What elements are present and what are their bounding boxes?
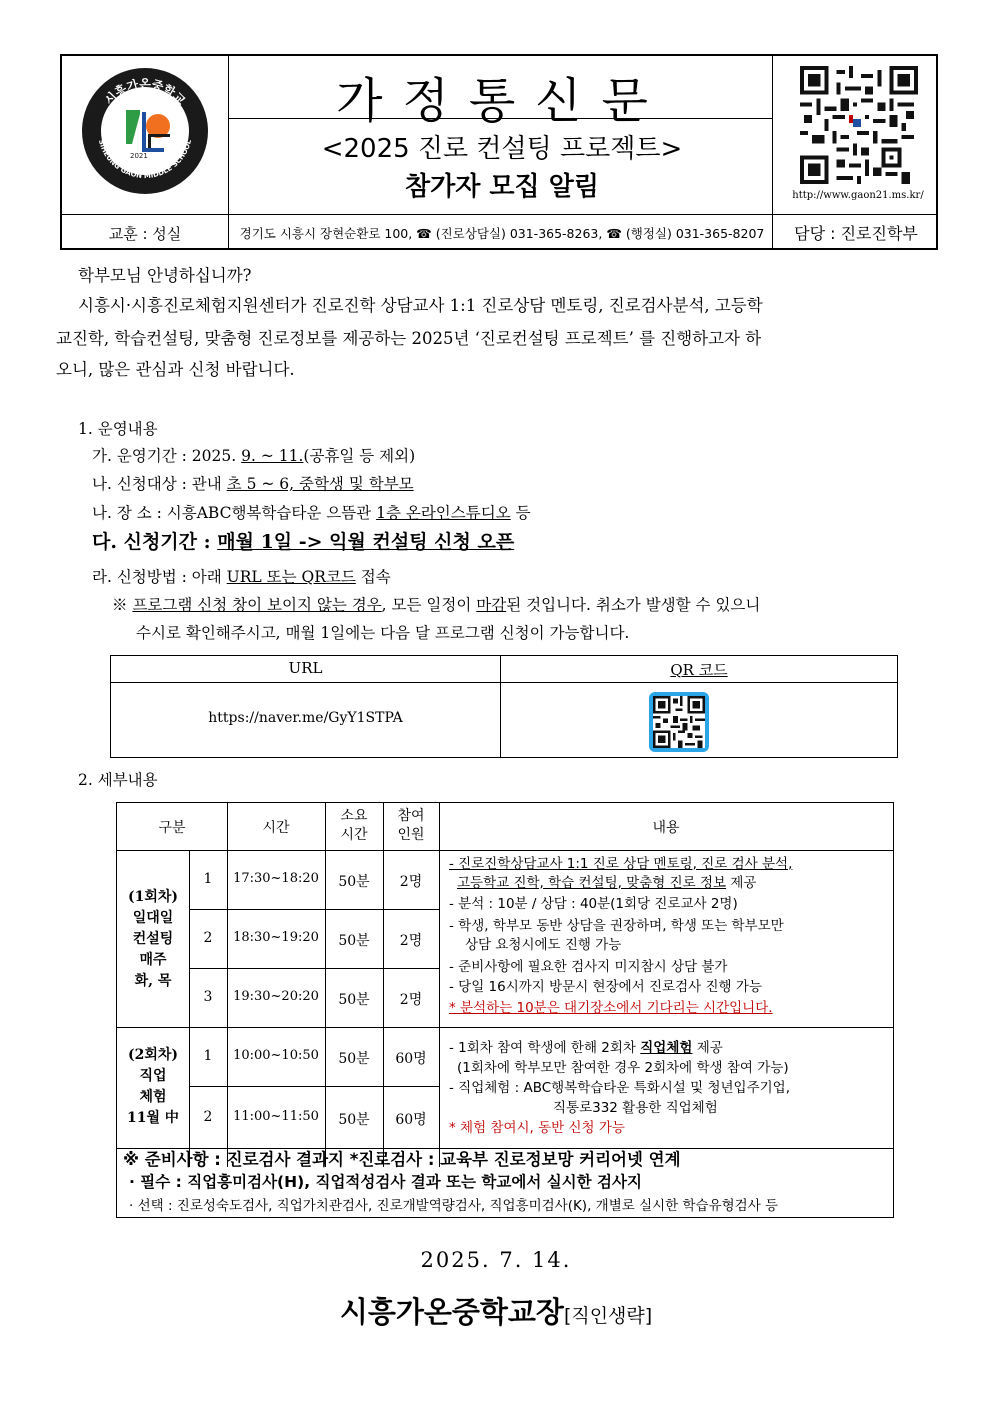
- group1-content-3: - 분석 : 10분 / 상담 : 40분(1회당 진로교사 2명): [449, 896, 738, 912]
- table-row-no: 1: [203, 1048, 213, 1064]
- page-title: 가정통신문: [336, 73, 668, 129]
- principal-signature: 시흥가온중학교장[직인생략]: [339, 1295, 653, 1329]
- prep-optional-tests: · 선택 : 진로성숙도검사, 직업가치관검사, 진로개발역량검사, 직업흥미검사(K), 개별로 실시한 학습유형검사 등: [129, 1198, 779, 1214]
- prep-required-tests: · 필수 : 직업흥미검사(H), 직업적성검사 결과 또는 학교에서 실시한 검사지: [129, 1173, 642, 1191]
- group1-content-4: - 학생, 학부모 동반 상담을 권장하며, 학생 또는 학부모만: [449, 918, 784, 934]
- group1-content-7: - 당일 16시까지 방문시 현장에서 진로검사 진행 가능: [449, 979, 762, 995]
- table-row-time: 17:30~18:20: [233, 871, 319, 886]
- svg-text:시흥가온중학교: 시흥가온중학교: [101, 77, 189, 108]
- issue-date: 2025. 7. 14.: [420, 1248, 572, 1272]
- table-row-time: 11:00~11:50: [233, 1109, 319, 1124]
- group2-content-2: (1회차에 학부모만 참여한 경우 2회차에 학생 참여 가능): [457, 1060, 789, 1076]
- url-header: URL: [288, 659, 323, 677]
- svg-text:2021: 2021: [130, 152, 148, 160]
- group1-content-2: 고등학교 진학, 학습 컨설팅, 맞춤형 진로 정보 제공: [457, 875, 757, 891]
- table-row-time: 10:00~10:50: [233, 1048, 319, 1063]
- group2-content-4: 직통로332 활용한 직업체험: [553, 1100, 718, 1116]
- apply-qr-code[interactable]: [649, 692, 709, 752]
- prep-requirements: ※ 준비사항 : 진로검사 결과지 *진로검사 : 교육부 진로정보망 커리어넷 연계: [123, 1150, 681, 1169]
- group2-content-3: - 직업체험 : ABC행복학습타운 특화시설 및 청년입주기업,: [449, 1080, 791, 1096]
- table-row-time: 19:30~20:20: [233, 989, 319, 1004]
- table-row-duration: 50분: [338, 874, 370, 890]
- apply-period: 다. 신청기간 : 매월 1일 -> 익월 컨설팅 신청 오픈: [92, 531, 515, 553]
- group2-content-5: * 체험 참여시, 동반 신청 가능: [449, 1120, 625, 1136]
- group1-content-8: * 분석하는 10분은 대기장소에서 기다리는 시간입니다.: [449, 1000, 773, 1016]
- table-row-duration: 50분: [338, 1112, 370, 1128]
- notice-line-2: 수시로 확인해주시고, 매월 1일에는 다음 달 프로그램 신청이 가능합니다.: [136, 624, 630, 642]
- apply-method: 라. 신청방법 : 아래 URL 또는 QR코드 접속: [92, 568, 391, 586]
- header-duration: 소요 시간: [340, 808, 368, 843]
- table-row-capacity: 60명: [395, 1112, 427, 1128]
- group2-content-1: - 1회차 참여 학생에 한해 2회차 직업체험 제공: [449, 1040, 723, 1056]
- header-capacity: 참여 인원: [397, 808, 425, 843]
- group1-content-5: 상담 요청시에도 진행 가능: [465, 937, 622, 953]
- url-table: [110, 655, 898, 758]
- table-row-time: 18:30~19:20: [233, 930, 319, 945]
- svg-text:SIHEUNG GAON MIDDLE SCHOOL: SIHEUNG GAON MIDDLE SCHOOL: [96, 138, 194, 181]
- school-motto: 교훈 : 성실: [108, 225, 182, 243]
- subtitle-recruit: 참가자 모집 알림: [405, 172, 599, 202]
- table-row-capacity: 2명: [399, 992, 423, 1008]
- group1-content-1: - 진로진학상담교사 1:1 진로 상담 멘토링, 진로 검사 분석,: [449, 856, 793, 872]
- school-logo: [82, 68, 208, 194]
- table-row-no: 1: [203, 871, 213, 887]
- group1-content-6: - 준비사항에 필요한 검사지 미지참시 상담 불가: [449, 959, 728, 975]
- greeting: 학부모님 안녕하십니까?: [78, 266, 252, 285]
- venue: 나. 장 소 : 시흥ABC행복학습타운 으뜸관 1층 온라인스튜디오 등: [92, 504, 531, 522]
- header-content: 내용: [652, 820, 680, 836]
- intro-line-3: 오니, 많은 관심과 신청 바랍니다.: [56, 360, 295, 379]
- table-row-no: 2: [203, 930, 213, 946]
- table-row-duration: 50분: [338, 992, 370, 1008]
- apply-target: 나. 신청대상 : 관내 초 5 ~ 6, 중학생 및 학부모: [92, 475, 414, 493]
- operation-period: 가. 운영기간 : 2025. 9. ~ 11.(공휴일 등 제외): [92, 447, 416, 465]
- qr-header: QR 코드: [670, 661, 728, 679]
- subtitle-project: <2025 진로 컨설팅 프로젝트>: [321, 134, 683, 164]
- section1-heading: 1. 운영내용: [78, 420, 158, 438]
- notice-line-1: ※ 프로그램 신청 창이 보이지 않는 경우, 모든 일정이 마감된 것입니다. 취소가 발생할 수 있으니: [112, 596, 761, 614]
- group2-label: (2회차) 직업 체험 11월 中: [127, 1047, 179, 1126]
- table-row-no: 3: [203, 989, 213, 1005]
- header-qr-code: [800, 66, 918, 184]
- intro-line-2: 교진학, 학습컨설팅, 맞춤형 진로정보를 제공하는 2025년 ‘진로컨설팅 프로젝트’ 를 진행하고자 하: [56, 329, 762, 348]
- header-category: 구분: [158, 820, 186, 836]
- header-time: 시간: [262, 820, 290, 836]
- group1-label: (1회차) 일대일 컨설팅 매주 화, 목: [127, 889, 179, 989]
- table-row-duration: 50분: [338, 1051, 370, 1067]
- department-in-charge: 담당 : 진로진학부: [794, 224, 918, 243]
- intro-line-1: 시흥시·시흥진로체험지원센터가 진로진학 상담교사 1:1 진로상담 멘토링, 진로검사분석, 고등학: [78, 296, 763, 315]
- table-row-duration: 50분: [338, 933, 370, 949]
- table-row-capacity: 2명: [399, 933, 423, 949]
- school-address: 경기도 시흥시 장현순환로 100, ☎ (진로상담실) 031-365-8263, ☎ (행정실) 031-365-8207: [239, 226, 765, 241]
- table-row-capacity: 60명: [395, 1051, 427, 1067]
- school-website[interactable]: http://www.gaon21.ms.kr/: [792, 190, 924, 201]
- table-row-no: 2: [203, 1109, 213, 1125]
- table-row-capacity: 2명: [399, 874, 423, 890]
- section2-heading: 2. 세부내용: [78, 771, 158, 789]
- header-box: [60, 54, 938, 250]
- details-table: [116, 802, 894, 1218]
- apply-url-link[interactable]: https://naver.me/GyY1STPA: [208, 710, 403, 726]
